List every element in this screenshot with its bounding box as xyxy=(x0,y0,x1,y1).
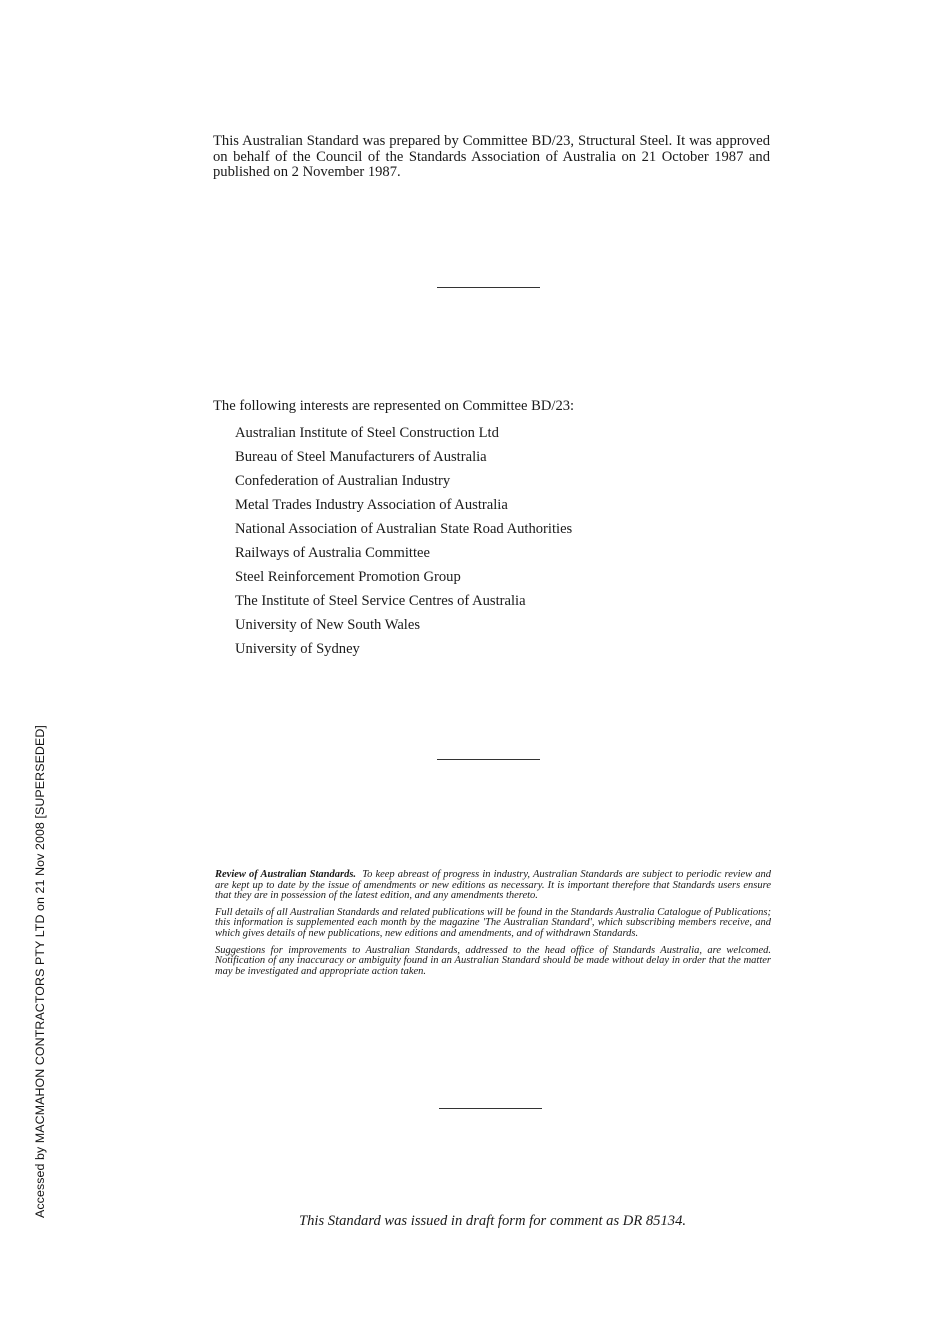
committee-interests-section xyxy=(213,397,773,661)
list-item: Railways of Australia Committee xyxy=(235,545,430,561)
review-paragraph-3: Suggestions for improvements to Australian Standards, addressed to the head office of Standards Australia, are welcomed. Notification of any inaccuracy or ambiguity found in an Australian Standard should be made without delay in order that the matter may be investigated and appropriate action taken. xyxy=(215,944,771,977)
list-item: Confederation of Australian Industry xyxy=(235,473,451,489)
divider-rule-1 xyxy=(437,287,540,288)
list-item: Australian Institute of Steel Construction Ltd xyxy=(235,425,499,441)
review-heading: Review of Australian Standards. xyxy=(215,869,357,880)
review-paragraph-2: Full details of all Australian Standards and related publications will be found in the Standards Australia Catalogue of Publications; this information is supplemented each month by the magazine 'The Australian Standard', which subscribing members receive, and which gives details of new publications, new editions and amendments, and of withdrawn Standards. xyxy=(215,906,771,939)
review-paragraph-1 xyxy=(215,870,771,902)
list-item: Steel Reinforcement Promotion Group xyxy=(235,569,461,585)
list-item: The Institute of Steel Service Centres of Australia xyxy=(235,593,526,609)
divider-rule-3 xyxy=(439,1108,542,1109)
list-item: University of New South Wales xyxy=(235,617,421,633)
interests-list xyxy=(213,421,773,661)
review-of-standards-notice xyxy=(215,870,771,983)
list-item: National Association of Australian State Road Authorities xyxy=(235,521,573,537)
review-text-1: To keep abreast of progress in industry, Australian Standards are subject to periodic review and are kept up to date by the issue of amendments or new editions as necessary. It is important therefore that Standards users ensure that they are in possession of the latest edition, and any amendments thereto. xyxy=(215,869,771,902)
draft-issue-note: This Standard was issued in draft form for comment as DR 85134. xyxy=(298,1213,687,1229)
interests-heading: The following interests are represented on Committee BD/23: xyxy=(213,398,575,414)
list-item: Bureau of Steel Manufacturers of Australia xyxy=(235,449,487,465)
access-watermark: Accessed by MACMAHON CONTRACTORS PTY LTD on 21 Nov 2008 [SUPERSEDED] xyxy=(33,725,47,1218)
committee-preparation-statement: This Australian Standard was prepared by Committee BD/23, Structural Steel. It was approved on behalf of the Council of the Standards Association of Australia on 21 October 1987 and published on 2 November 1987. xyxy=(213,133,770,180)
divider-rule-2 xyxy=(437,759,540,760)
list-item: University of Sydney xyxy=(235,641,360,657)
list-item: Metal Trades Industry Association of Australia xyxy=(235,497,508,513)
